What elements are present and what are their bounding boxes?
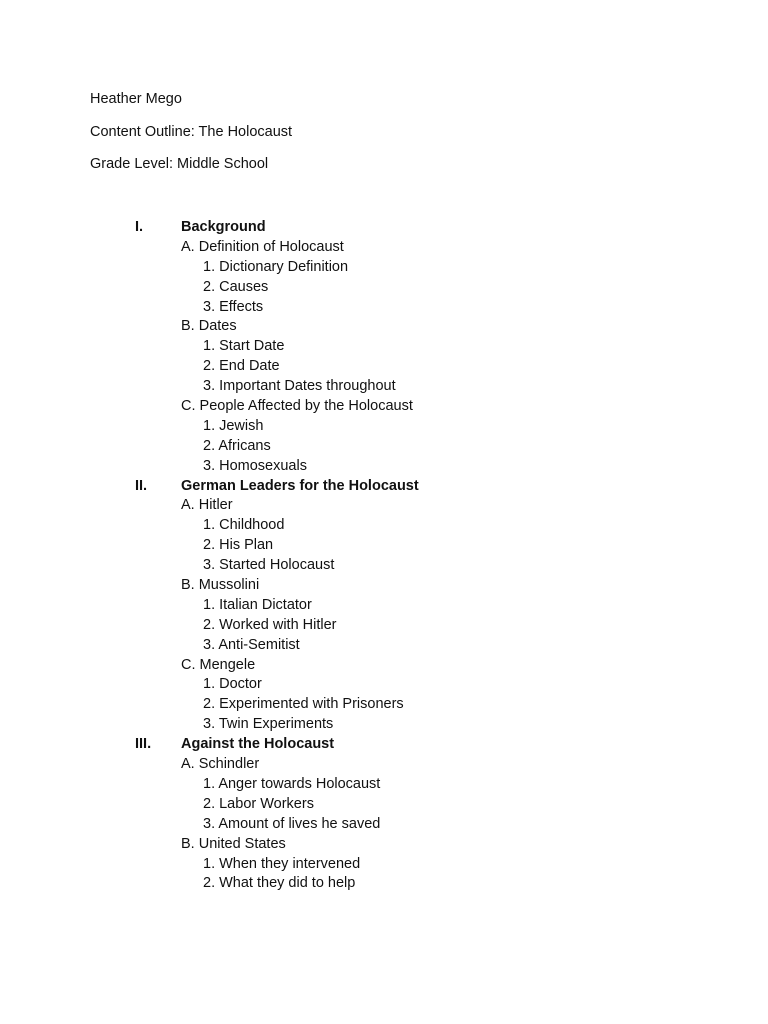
outline-subsection bbox=[0, 317, 768, 337]
outline-item bbox=[0, 874, 768, 894]
outline-item bbox=[0, 775, 768, 795]
outline-item bbox=[0, 377, 768, 397]
item-label: 2. What they did to help bbox=[203, 875, 356, 892]
grade-level: Grade Level: Middle School bbox=[90, 156, 269, 172]
section-title: German Leaders for the Holocaust bbox=[181, 477, 419, 494]
author-name: Heather Mego bbox=[90, 91, 182, 107]
item-label: 3. Anti-Semitist bbox=[203, 636, 300, 653]
item-label: 2. Worked with Hitler bbox=[203, 616, 337, 633]
item-label: 2. His Plan bbox=[203, 537, 274, 554]
outline-item bbox=[0, 636, 768, 656]
item-label: 1. Anger towards Holocaust bbox=[203, 775, 381, 792]
subsection-label: A. Definition of Holocaust bbox=[181, 238, 344, 255]
subsection-label: C. Mengele bbox=[181, 656, 256, 673]
outline-item bbox=[0, 417, 768, 437]
outline-item bbox=[0, 695, 768, 715]
outline-item bbox=[0, 596, 768, 616]
item-label: 1. Start Date bbox=[203, 338, 285, 355]
item-label: 2. End Date bbox=[203, 358, 280, 375]
outline-item bbox=[0, 715, 768, 735]
outline-item bbox=[0, 258, 768, 278]
item-label: 3. Started Holocaust bbox=[203, 557, 335, 574]
subsection-label: B. United States bbox=[181, 835, 286, 852]
outline-item bbox=[0, 536, 768, 556]
outline-section-heading bbox=[0, 477, 768, 497]
item-label: 3. Homosexuals bbox=[203, 457, 307, 474]
item-label: 2. Africans bbox=[203, 437, 271, 454]
outline-item bbox=[0, 357, 768, 377]
outline-item bbox=[0, 556, 768, 576]
section-numeral: II. bbox=[135, 477, 148, 494]
section-numeral: I. bbox=[135, 219, 144, 235]
subsection-label: C. People Affected by the Holocaust bbox=[181, 398, 413, 415]
item-label: 3. Effects bbox=[203, 298, 264, 315]
item-label: 2. Labor Workers bbox=[203, 795, 314, 812]
outline-item bbox=[0, 795, 768, 815]
outline-item bbox=[0, 855, 768, 875]
outline-item bbox=[0, 616, 768, 636]
item-label: 1. Childhood bbox=[203, 517, 285, 534]
outline-title: Content Outline: The Holocaust bbox=[90, 124, 293, 140]
item-label: 2. Experimented with Prisoners bbox=[203, 696, 404, 713]
item-label: 3. Amount of lives he saved bbox=[203, 815, 381, 832]
outline-subsection bbox=[0, 755, 768, 775]
outline-section-heading bbox=[0, 735, 768, 755]
outline-subsection bbox=[0, 656, 768, 676]
subsection-label: B. Dates bbox=[181, 318, 237, 335]
outline-item bbox=[0, 516, 768, 536]
outline-item bbox=[0, 278, 768, 298]
outline-subsection bbox=[0, 238, 768, 258]
section-title: Background bbox=[181, 219, 266, 235]
item-label: 1. Doctor bbox=[203, 676, 262, 693]
section-title: Against the Holocaust bbox=[181, 736, 335, 753]
outline-item bbox=[0, 437, 768, 457]
item-label: 2. Causes bbox=[203, 278, 269, 295]
item-label: 3. Important Dates throughout bbox=[203, 378, 396, 395]
item-label: 3. Twin Experiments bbox=[203, 716, 334, 733]
item-label: 1. Italian Dictator bbox=[203, 596, 312, 613]
outline-item bbox=[0, 675, 768, 695]
outline-item bbox=[0, 815, 768, 835]
outline-subsection bbox=[0, 397, 768, 417]
outline-section-heading bbox=[0, 218, 768, 238]
outline-item bbox=[0, 337, 768, 357]
outline-subsection bbox=[0, 496, 768, 516]
section-numeral: III. bbox=[135, 736, 152, 753]
subsection-label: A. Schindler bbox=[181, 756, 260, 773]
item-label: 1. When they intervened bbox=[203, 855, 361, 872]
outline-subsection bbox=[0, 835, 768, 855]
outline-subsection bbox=[0, 576, 768, 596]
outline-item bbox=[0, 298, 768, 318]
outline-item bbox=[0, 457, 768, 477]
item-label: 1. Jewish bbox=[203, 417, 264, 434]
subsection-label: B. Mussolini bbox=[181, 577, 260, 594]
item-label: 1. Dictionary Definition bbox=[203, 258, 349, 275]
content-outline bbox=[0, 218, 768, 894]
subsection-label: A. Hitler bbox=[181, 497, 233, 514]
